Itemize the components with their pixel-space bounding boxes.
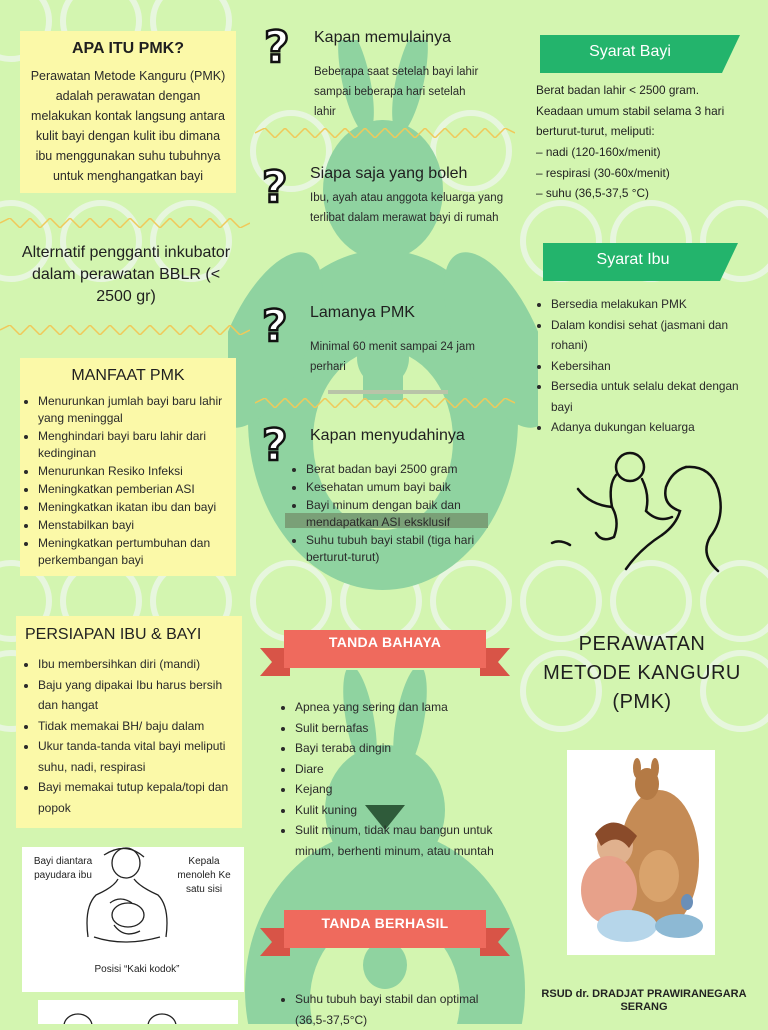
list-item: • Ibu membersihkan diri (mandi) [38, 654, 242, 675]
apa-itu-pmk-box [20, 31, 236, 193]
q4-title: Kapan menyudahinya [310, 427, 465, 444]
q2-title: Siapa saja yang boleh [310, 165, 468, 182]
syarat-ibu-list [534, 294, 761, 438]
list-item: • Suhu tubuh bayi stabil dan optimal (36,5-37,5°C) [295, 989, 509, 1030]
list-item: • Kebersihan [551, 356, 761, 377]
list-item: • Sulit minum, tidak mau bangun untuk minum, berhenti minum, atau muntah [295, 820, 509, 861]
list-item: • Kesehatan umum bayi baik [306, 479, 511, 496]
manfaat-pmk-box [20, 358, 236, 576]
list-item: – respirasi (30-60x/menit) [536, 165, 670, 180]
illustration-label: Bayi diantara payudara ibu [33, 856, 93, 881]
list-item: • Kejang [295, 779, 509, 800]
list-item: • Baju yang dipakai Ibu harus bersih dan hangat [38, 675, 242, 716]
manfaat-pmk-title: MANFAAT PMK [71, 367, 185, 384]
question-mark-icon: ? [264, 22, 290, 73]
list-item: – suhu (36,5-37,5 °C) [536, 186, 649, 200]
list-item: • Menurunkan jumlah bayi baru lahir yang meninggal [38, 393, 236, 427]
list-item: • Kulit kuning [295, 800, 509, 821]
list-item: • Adanya dukungan keluarga [551, 417, 761, 438]
list-item: • Diare [295, 759, 509, 780]
list-item: • Dalam kondisi sehat (jasmani dan rohani) [551, 315, 761, 356]
list-item: • Menstabilkan bayi [38, 517, 236, 534]
manfaat-list [18, 393, 236, 569]
tanda-berhasil-title: TANDA BERHASIL [321, 915, 449, 931]
zigzag-divider [255, 128, 515, 138]
hospital-footer: RSUD dr. DRADJAT PRAWIRANEGARA SERANG [541, 988, 747, 1013]
list-item: • Bayi memakai tutup kepala/topi dan popok [38, 777, 242, 818]
list-item: • Bersedia melakukan PMK [551, 294, 761, 315]
second-illustration-strip [38, 1000, 238, 1024]
list-item: • Suhu tubuh bayi stabil (tiga hari berturut-turut) [306, 532, 511, 566]
list-item: • Meningkatkan pertumbuhan dan perkembangan bayi [38, 535, 236, 569]
zigzag-divider [0, 325, 250, 335]
syarat-bayi-list [536, 142, 736, 204]
list-item: • Bayi teraba dingin [295, 738, 509, 759]
persiapan-list [16, 654, 242, 818]
q2-body: Ibu, ayah atau anggota keluarga yang terlibat dalam merawat bayi di rumah [310, 192, 504, 224]
list-item: • Menurunkan Resiko Infeksi [38, 463, 236, 480]
q4-list [289, 461, 511, 567]
syarat-bayi-title: Syarat Bayi [589, 43, 671, 60]
question-mark-icon: ? [262, 162, 288, 213]
apa-itu-pmk-body: Perawatan Metode Kanguru (PMK) adalah perawatan dengan melakukan kontak langsung antara kulit bayi dengan kulit ibu dimana ibu menggunakan suhu tubuhnya untuk menghangatkan bayi [30, 69, 226, 183]
list-item: • Meningkatkan ikatan ibu dan bayi [38, 499, 236, 516]
list-item: • Tidak memakai BH/ baju dalam [38, 716, 242, 737]
list-item: • Sulit bernafas [295, 718, 509, 739]
kangaroo-care-photo [567, 750, 715, 955]
syarat-ibu-title: Syarat Ibu [596, 251, 670, 268]
list-item: • Bayi minum dengan baik dan mendapatkan ASI eksklusif [306, 497, 511, 531]
alternatif-text: Alternatif pengganti inkubator dalam perawatan BBLR (< 2500 gr) [21, 244, 231, 305]
list-item: • Ukur tanda-tanda vital bayi meliputi suhu, nadi, respirasi [38, 736, 242, 777]
question-mark-icon: ? [262, 420, 288, 471]
q1-title: Kapan memulainya [314, 29, 451, 46]
question-mark-icon: ? [262, 301, 288, 352]
list-item: • Meningkatkan pemberian ASI [38, 481, 236, 498]
apa-itu-pmk-title: APA ITU PMK? [72, 40, 184, 57]
q3-body: Minimal 60 menit sampai 24 jam perhari [310, 341, 475, 373]
zigzag-divider [255, 398, 515, 408]
main-title: PERAWATAN METODE KANGURU (PMK) [543, 633, 741, 713]
illustration-label: Posisi “Kaki kodok” [94, 964, 180, 975]
persiapan-title: PERSIAPAN IBU & BAYI [25, 626, 202, 643]
illustration-label: Kepala menoleh Ke satu sisi [177, 856, 231, 895]
mother-baby-drawing [74, 847, 184, 962]
syarat-bayi-intro: Berat badan lahir < 2500 gram. Keadaan umum stabil selama 3 hari berturut-turut, meliputi: [536, 83, 725, 138]
mother-baby-line-drawing [550, 445, 730, 580]
zigzag-divider [0, 218, 250, 228]
list-item: • Menghindari bayi baru lahir dari kedinginan [38, 428, 236, 462]
list-item: • Bersedia untuk selalu dekat dengan bayi [551, 376, 761, 417]
list-item: – nadi (120-160x/menit) [536, 145, 661, 159]
persiapan-box [16, 616, 242, 828]
faces-drawing [38, 1000, 238, 1024]
bahaya-list [278, 697, 509, 861]
list-item: • Berat badan bayi 2500 gram [306, 461, 511, 478]
list-item: • Apnea yang sering dan lama [295, 697, 509, 718]
q3-title: Lamanya PMK [310, 304, 415, 321]
tanda-bahaya-title: TANDA BAHAYA [328, 634, 442, 650]
q1-body: Beberapa saat setelah bayi lahir sampai beberapa hari setelah lahir [314, 66, 479, 118]
kangaroo-position-illustration [22, 847, 244, 992]
